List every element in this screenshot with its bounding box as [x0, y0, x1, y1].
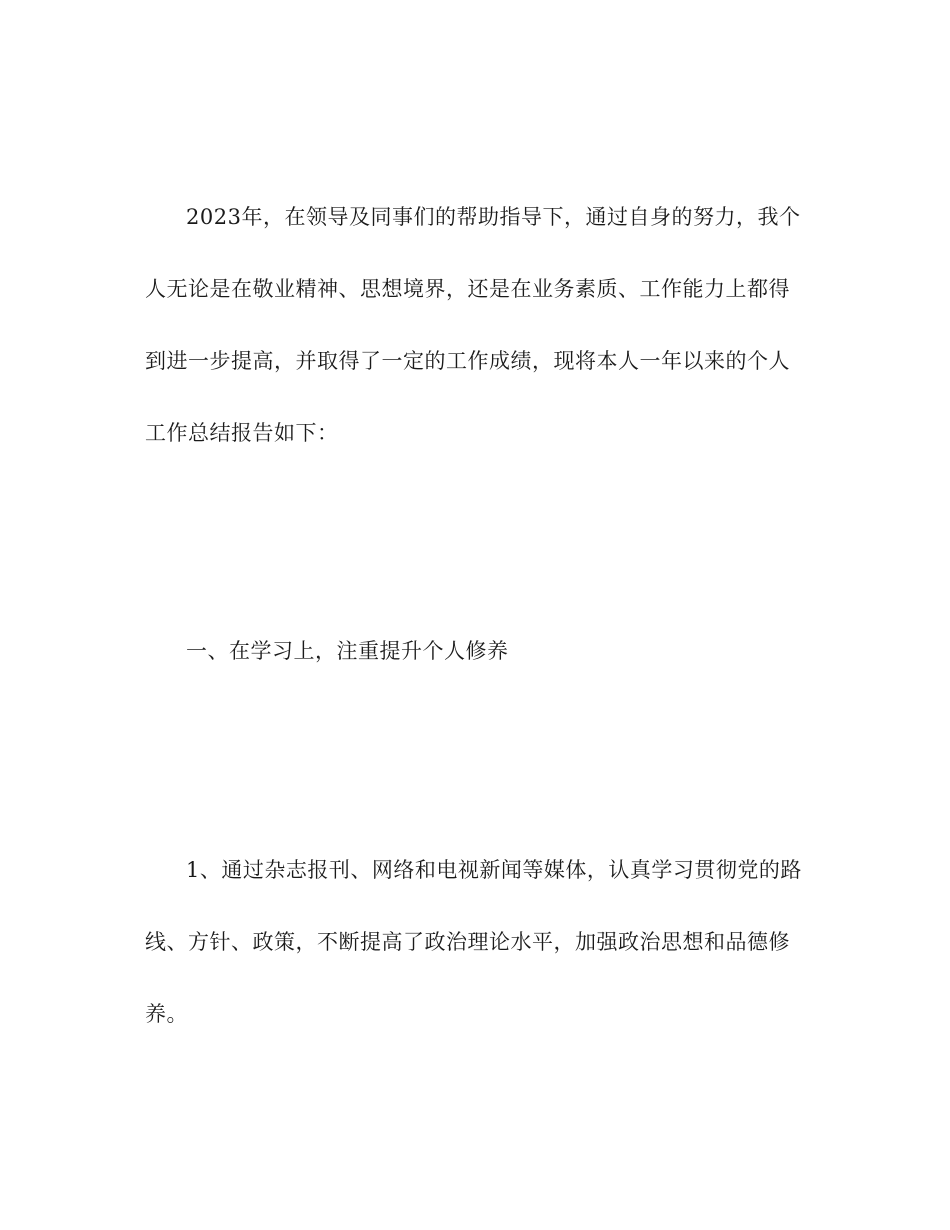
item1-paragraph-line-2: 线、方针、政策，不断提高了政治理论水平，加强政治思想和品德修: [145, 930, 790, 954]
intro-paragraph-line-2: 人无论是在敬业精神、思想境界，还是在业务素质、工作能力上都得: [145, 277, 790, 301]
intro-paragraph-line-1: 2023年，在领导及同事们的帮助指导下，通过自身的努力，我个: [186, 205, 801, 229]
intro-paragraph-line-3: 到进一步提高，并取得了一定的工作成绩，现将本人一年以来的个人: [145, 349, 790, 373]
item1-paragraph-line-3: 养。: [145, 1002, 188, 1026]
section-heading: 一、在学习上，注重提升个人修养: [186, 639, 509, 663]
item1-paragraph-line-1: 1、通过杂志报刊、网络和电视新闻等媒体，认真学习贯彻党的路: [186, 858, 802, 882]
intro-paragraph-line-4: 工作总结报告如下：: [145, 421, 339, 445]
